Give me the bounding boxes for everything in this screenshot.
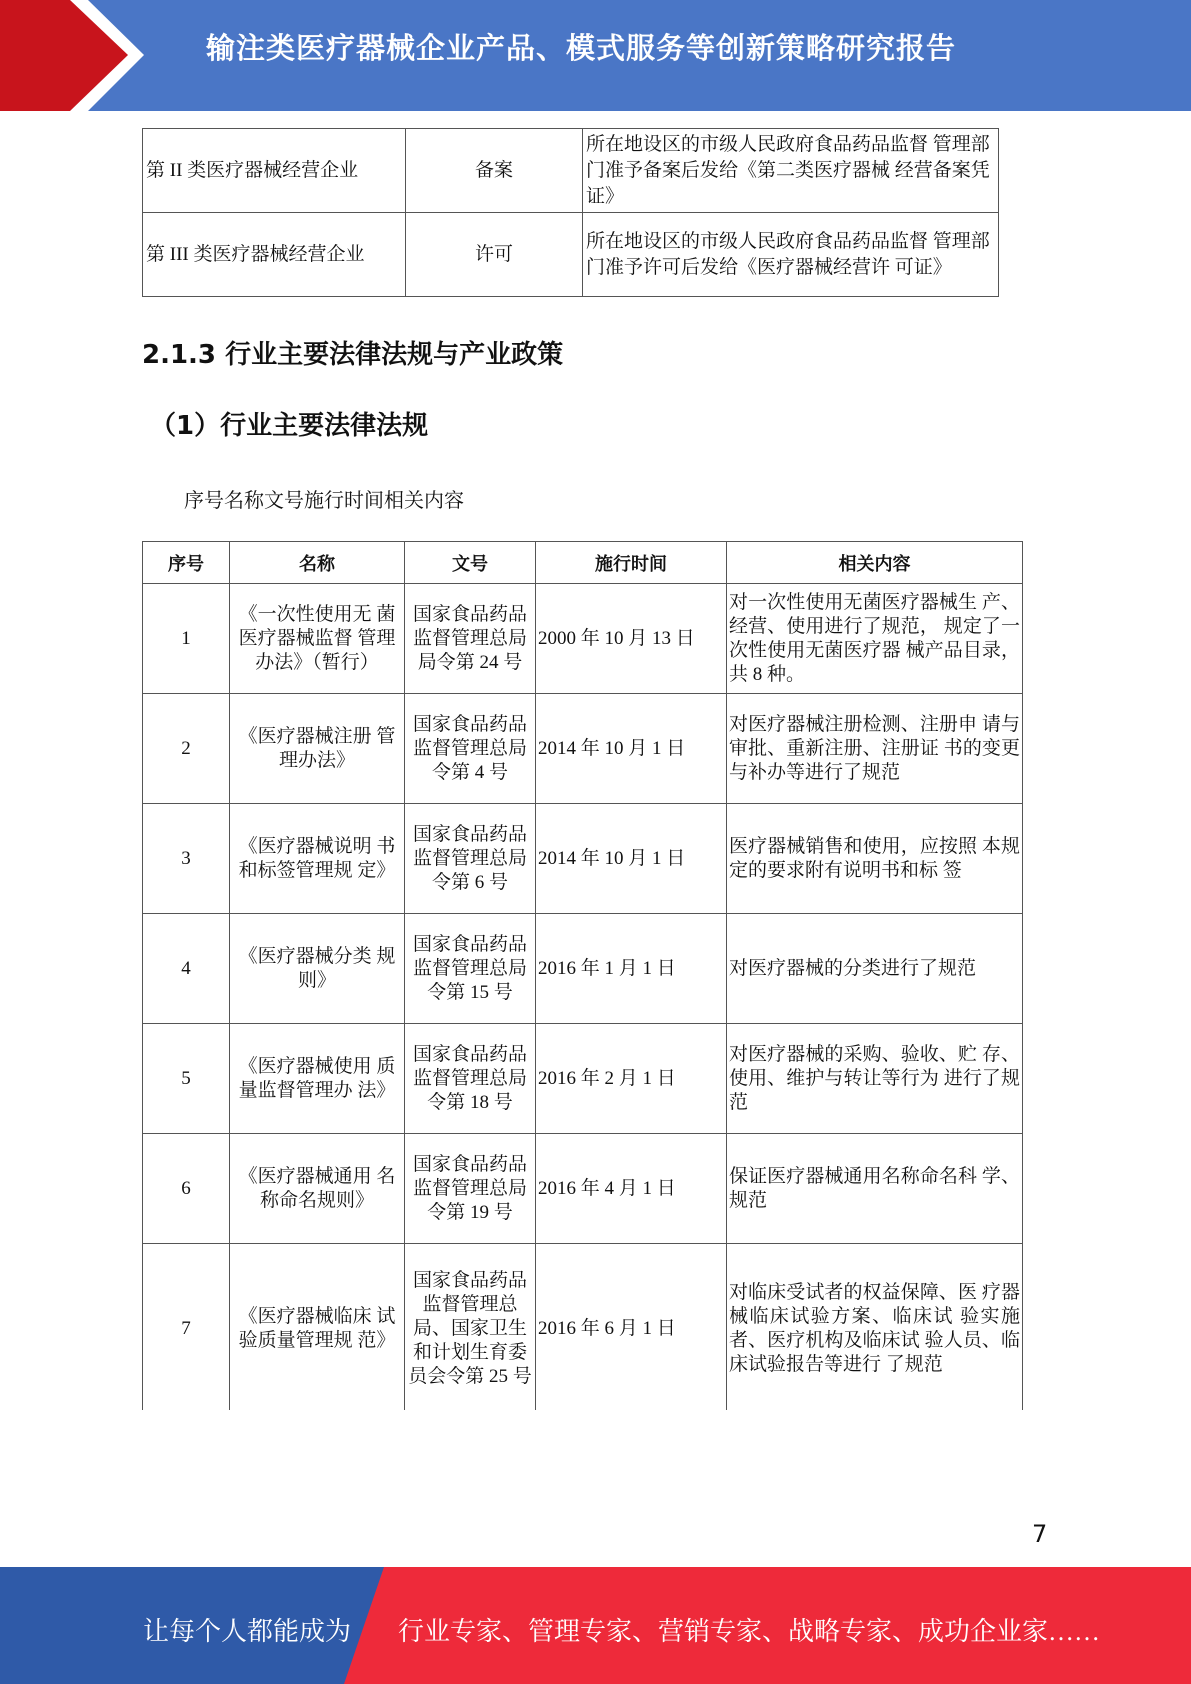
table-cell: 医疗器械销售和使用，应按照 本规定的要求附有说明书和标 签 (727, 804, 1023, 914)
footer-slogan-left: 让每个人都能成为 (143, 1617, 352, 1646)
column-header: 序号 (143, 542, 230, 584)
table-cell: 对医疗器械的采购、验收、贮 存、使用、维护与转让等行为 进行了规范 (727, 1024, 1023, 1134)
table-cell: 国家食品药品监督管理总局令第 15 号 (405, 914, 536, 1024)
table-cell: 4 (143, 914, 230, 1024)
header-red-chevron (0, 0, 150, 111)
table-row (143, 129, 999, 213)
table-cell: 5 (143, 1024, 230, 1134)
table-row (143, 804, 1023, 914)
table-row (143, 1134, 1023, 1244)
table-cell: 7 (143, 1244, 230, 1411)
table-cell: 国家食品药品监督管理总局令第 6 号 (405, 804, 536, 914)
table-cell: 国家食品药品监督管理总局令第 4 号 (405, 694, 536, 804)
table-cell: 第 II 类医疗器械经营企业 (143, 129, 406, 213)
table-cell: 所在地设区的市级人民政府食品药品监督 管理部门准予许可后发给《医疗器械经营许 可证》 (583, 213, 999, 297)
column-header: 名称 (230, 542, 405, 584)
table-cell: 2014 年 10 月 1 日 (536, 694, 727, 804)
column-header: 相关内容 (727, 542, 1023, 584)
table-row (143, 584, 1023, 694)
table-cell: 2 (143, 694, 230, 804)
table-cell: 对临床受试者的权益保障、医 疗器械临床试验方案、临床试 验实施者、医疗机构及临床试 验人员、临床试验报告等进行 了规范 (727, 1244, 1023, 1411)
table-cell: 第 III 类医疗器械经营企业 (143, 213, 406, 297)
report-title: 输注类医疗器械企业产品、模式服务等创新策略研究报告 (206, 31, 957, 65)
table-cell: 许可 (406, 213, 583, 297)
table-cell: 2016 年 6 月 1 日 (536, 1244, 727, 1411)
table-cell: 2000 年 10 月 13 日 (536, 584, 727, 694)
table-cell: 2016 年 2 月 1 日 (536, 1024, 727, 1134)
section-heading: 2.1.3 行业主要法律法规与产业政策 (142, 340, 564, 370)
table-cell: 《医疗器械通用 名称命名规则》 (230, 1134, 405, 1244)
table-cell: 1 (143, 584, 230, 694)
table-cell: 国家食品药品监督管理总局令第 19 号 (405, 1134, 536, 1244)
table-cell: 保证医疗器械通用名称命名科 学、规范 (727, 1134, 1023, 1244)
column-header: 施行时间 (536, 542, 727, 584)
table-cell: 对医疗器械注册检测、注册申 请与审批、重新注册、注册证 书的变更与补办等进行了规范 (727, 694, 1023, 804)
table-cell: 2016 年 4 月 1 日 (536, 1134, 727, 1244)
table-row (143, 914, 1023, 1024)
table-cell: 对医疗器械的分类进行了规范 (727, 914, 1023, 1024)
law-table (142, 541, 1023, 1410)
table-cell: 《医疗器械临床 试验质量管理规 范》 (230, 1244, 405, 1411)
table-cell: 国家食品药品监督管理总局、国家卫生和计划生育委员会令第 25 号 (405, 1244, 536, 1411)
table-row (143, 1244, 1023, 1411)
table-cell: 6 (143, 1134, 230, 1244)
table-cell: 2014 年 10 月 1 日 (536, 804, 727, 914)
table-cell: 国家食品药品监督管理总局局令第 24 号 (405, 584, 536, 694)
page-header (0, 0, 1191, 111)
table-cell: 国家食品药品监督管理总局令第 18 号 (405, 1024, 536, 1134)
table-cell: 《医疗器械说明 书和标签管理规 定》 (230, 804, 405, 914)
subsection-heading: （1）行业主要法律法规 (150, 411, 429, 441)
table-row (143, 213, 999, 297)
license-table (142, 128, 999, 297)
table-row (143, 694, 1023, 804)
table-cell: 所在地设区的市级人民政府食品药品监督 管理部门准予备案后发给《第二类医疗器械 经营备案凭证》 (583, 129, 999, 213)
table-cell: 《医疗器械注册 管理办法》 (230, 694, 405, 804)
page-number: 7 (1032, 1520, 1048, 1548)
table-cell: 2016 年 1 月 1 日 (536, 914, 727, 1024)
table-cell: 《医疗器械分类 规则》 (230, 914, 405, 1024)
law-table-container (142, 541, 1024, 1410)
footer-slogan-right: 行业专家、管理专家、营销专家、战略专家、成功企业家…… (398, 1617, 1101, 1646)
table-cell: 备案 (406, 129, 583, 213)
table-cell: 3 (143, 804, 230, 914)
table-row (143, 1024, 1023, 1134)
column-header: 文号 (405, 542, 536, 584)
table-header-row (143, 542, 1023, 584)
table-cell: 《一次性使用无 菌医疗器械监督 管理办法》（暂行） (230, 584, 405, 694)
table-cell: 《医疗器械使用 质量监督管理办 法》 (230, 1024, 405, 1134)
table-caption: 序号名称文号施行时间相关内容 (184, 490, 464, 512)
table-cell: 对一次性使用无菌医疗器械生 产、经营、使用进行了规范， 规定了一次性使用无菌医疗器 械产品目录，共 8 种。 (727, 584, 1023, 694)
